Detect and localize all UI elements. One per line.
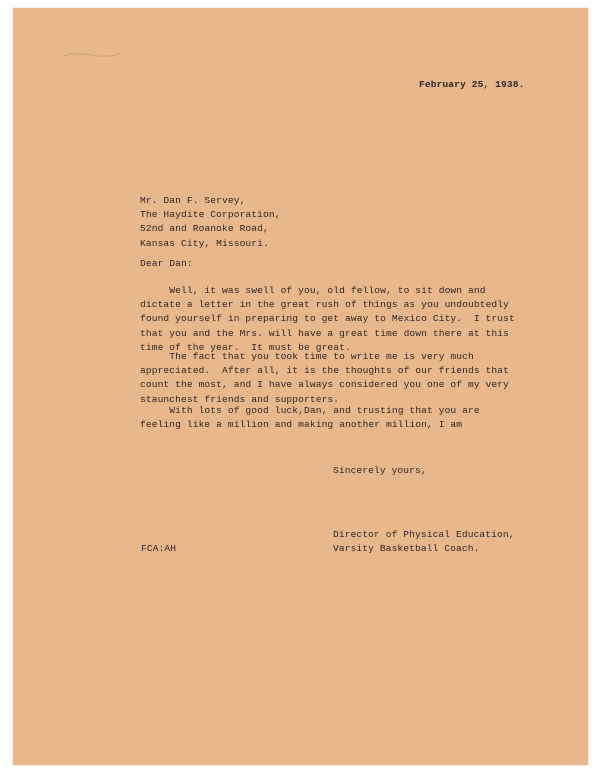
letter-page (13, 8, 588, 765)
address-line: Mr. Dan F. Servey, (140, 195, 246, 206)
closing: Sincerely yours, (333, 465, 427, 476)
body-line: feeling like a million and making another million, I am (140, 419, 463, 431)
body-paragraph-2 (140, 350, 509, 407)
address-line: The Haydite Corporation, (140, 209, 281, 221)
address-line: 52nd and Roanoke Road, (140, 223, 269, 235)
salutation: Dear Dan: (140, 258, 193, 269)
signature-block (333, 528, 515, 556)
body-line: count the most, and I have always considered you one of my very (140, 379, 510, 391)
body-line: The fact that you took time to write me is very much (140, 351, 474, 362)
body-line: that you and the Mrs. will have a great time down there at this (140, 327, 510, 339)
body-paragraph-3 (140, 404, 480, 432)
body-paragraph-1 (140, 284, 515, 355)
reference-initials: FCA:AH (141, 543, 177, 554)
body-line: staunchest friends and supporters. (140, 393, 340, 405)
paper-smudge (61, 50, 121, 60)
body-line: Well, it was swell of you, old fellow, to sit down and (140, 285, 486, 296)
recipient-address (140, 194, 281, 251)
body-line: dictate a letter in the great rush of things as you undoubtedly (140, 299, 510, 311)
body-line: appreciated. After all, it is the thoughts of our friends that (140, 365, 510, 377)
address-line: Kansas City, Missouri. (140, 237, 269, 249)
letter-date: February 25, 1938. (419, 79, 525, 90)
signature-line: Director of Physical Education, (333, 529, 515, 540)
signature-line: Varsity Basketball Coach. (333, 543, 480, 555)
body-line: With lots of good luck,Dan, and trusting that you are (140, 405, 480, 416)
body-line: time of the year. It must be great. (140, 341, 351, 353)
body-line: found yourself in preparing to get away to Mexico City. I trust (140, 313, 515, 325)
